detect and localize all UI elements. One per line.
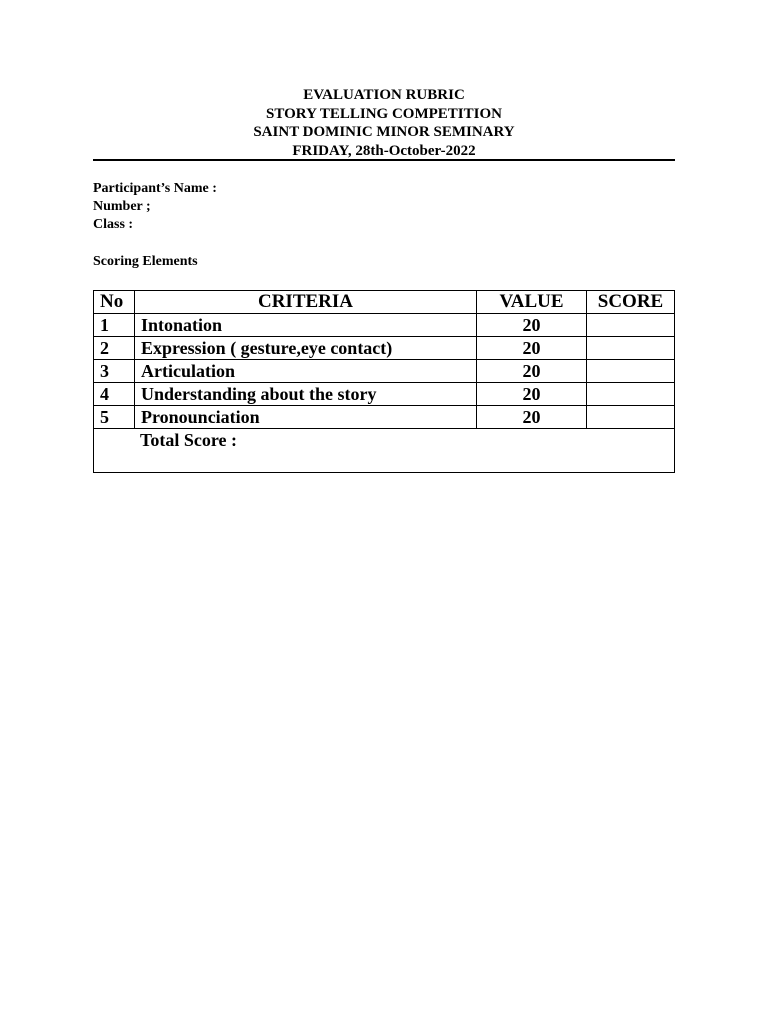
document-header bbox=[93, 86, 675, 160]
participant-fields bbox=[93, 180, 217, 234]
table-row bbox=[94, 360, 675, 383]
header-value: VALUE bbox=[477, 291, 587, 314]
header-criteria: CRITERIA bbox=[135, 291, 477, 314]
row-criteria: Pronounciation bbox=[135, 406, 477, 429]
table-row bbox=[94, 314, 675, 337]
row-no: 1 bbox=[94, 314, 135, 337]
header-score: SCORE bbox=[587, 291, 675, 314]
header-no: No bbox=[94, 291, 135, 314]
table-header-row bbox=[94, 291, 675, 314]
row-score-cell bbox=[587, 360, 675, 383]
row-score-cell bbox=[587, 383, 675, 406]
row-value: 20 bbox=[477, 337, 587, 360]
row-criteria: Expression ( gesture,eye contact) bbox=[135, 337, 477, 360]
rubric-table bbox=[93, 290, 675, 473]
row-score-cell bbox=[587, 406, 675, 429]
row-no: 4 bbox=[94, 383, 135, 406]
header-title: EVALUATION RUBRIC bbox=[303, 87, 465, 103]
row-value: 20 bbox=[477, 360, 587, 383]
header-divider bbox=[93, 159, 675, 161]
table-row bbox=[94, 337, 675, 360]
header-date: FRIDAY, 28th-October-2022 bbox=[292, 142, 476, 159]
row-score-cell bbox=[587, 314, 675, 337]
header-competition: STORY TELLING COMPETITION bbox=[266, 105, 502, 122]
row-value: 20 bbox=[477, 314, 587, 337]
row-no: 2 bbox=[94, 337, 135, 360]
table-row bbox=[94, 383, 675, 406]
total-score-label: Total Score : bbox=[94, 429, 675, 473]
row-no: 3 bbox=[94, 360, 135, 383]
scoring-elements-label: Scoring Elements bbox=[93, 254, 198, 269]
header-school: SAINT DOMINIC MINOR SEMINARY bbox=[253, 124, 515, 140]
participant-class-label: Class : bbox=[93, 217, 134, 232]
row-value: 20 bbox=[477, 383, 587, 406]
participant-name-label: Participant’s Name : bbox=[93, 181, 217, 196]
row-score-cell bbox=[587, 337, 675, 360]
row-criteria: Intonation bbox=[135, 314, 477, 337]
row-criteria: Understanding about the story bbox=[135, 383, 477, 406]
participant-number-label: Number ; bbox=[93, 199, 151, 214]
row-criteria: Articulation bbox=[135, 360, 477, 383]
table-row bbox=[94, 406, 675, 429]
total-score-row bbox=[94, 429, 675, 473]
row-no: 5 bbox=[94, 406, 135, 429]
row-value: 20 bbox=[477, 406, 587, 429]
